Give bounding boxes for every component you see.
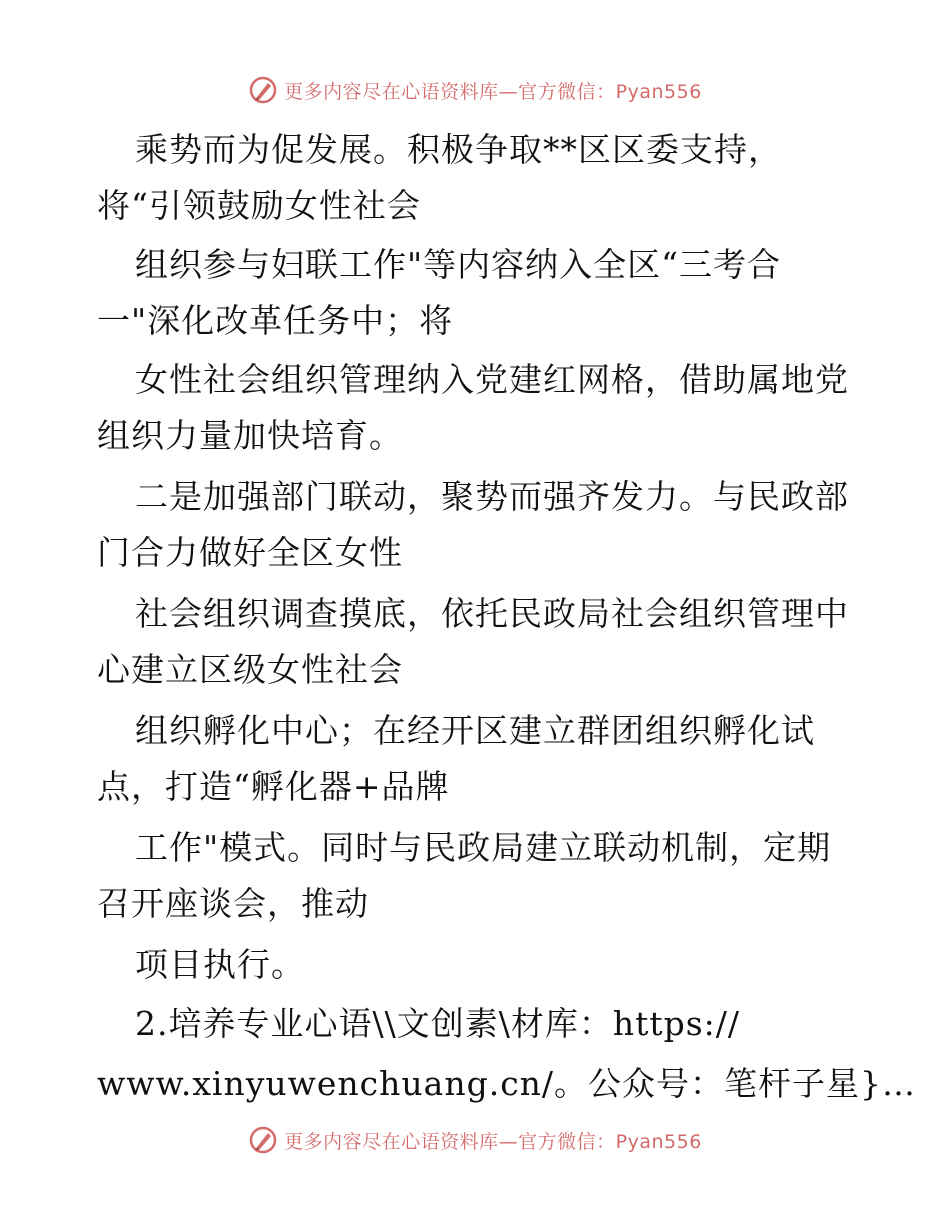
body-line-7: 二是加强部门联动，聚势而强齐发力。与民政部 [135, 477, 849, 516]
pen-logo-icon [248, 1125, 278, 1155]
body-line-4: 一"深化改革任务中；将 [97, 301, 454, 340]
body-line-2: 将“引领鼓励女性社会 [97, 186, 421, 225]
body-line-13: 工作"模式。同时与民政局建立联动机制，定期 [135, 828, 832, 867]
body-line-10: 心建立区级女性社会 [97, 650, 403, 689]
body-line-11: 组织孵化中心；在经开区建立群团组织孵化试 [135, 711, 815, 750]
body-line-14: 召开座谈会，推动 [97, 884, 369, 923]
body-line-17: www.xinyuwenchuang.cn/。公众号：笔杆子星}… [97, 1064, 917, 1103]
body-line-1: 乘势而为促发展。积极争取**区区委支持， [135, 130, 782, 169]
body-line-15: 项目执行。 [135, 945, 305, 984]
body-line-3: 组织参与妇联工作"等内容纳入全区“三考合 [135, 245, 782, 284]
footer-watermark-text: 更多内容尽在心语资料库—官方微信：Pyan556 [284, 1130, 702, 1153]
header-watermark-text: 更多内容尽在心语资料库—官方微信：Pyan556 [284, 80, 702, 103]
body-line-12: 点，打造“孵化器+品牌 [97, 767, 450, 806]
body-line-5: 女性社会组织管理纳入党建红网格，借助属地党 [135, 360, 849, 399]
body-line-6: 组织力量加快培育。 [97, 416, 403, 455]
body-line-9: 社会组织调查摸底，依托民政局社会组织管理中 [135, 594, 849, 633]
body-line-16: 2.培养专业心语\\文创素\材库：https:// [135, 1004, 741, 1043]
body-line-8: 门合力做好全区女性 [97, 533, 403, 572]
footer-watermark [0, 1120, 950, 1160]
